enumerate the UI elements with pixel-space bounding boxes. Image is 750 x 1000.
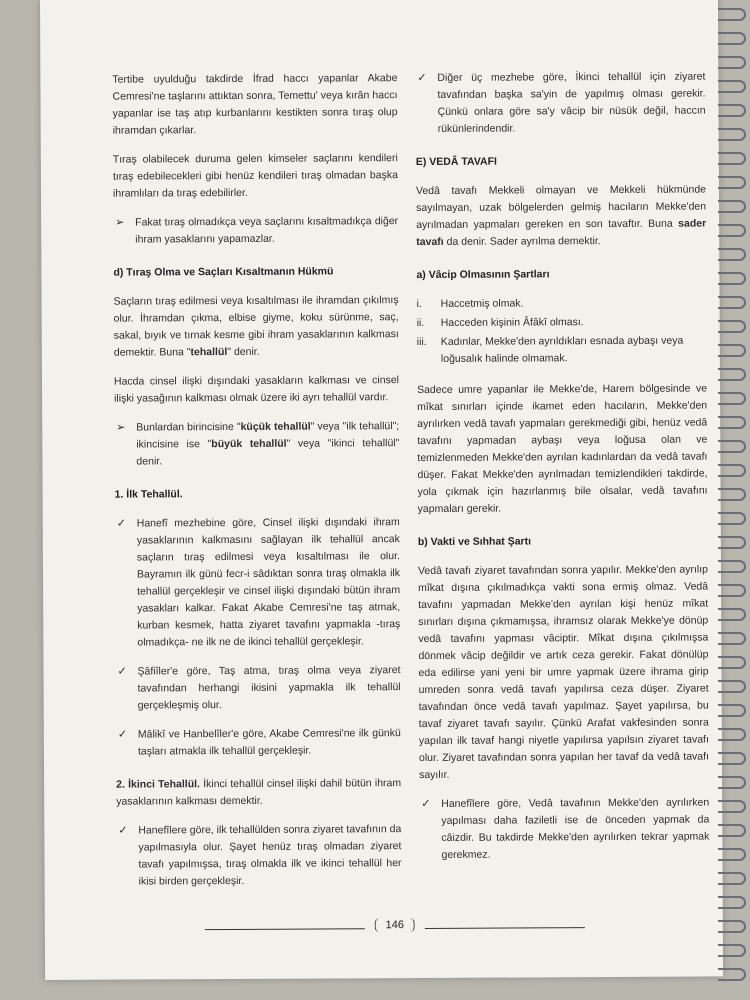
spiral-ring <box>718 368 746 381</box>
spiral-ring <box>718 8 746 21</box>
page-footer <box>205 917 585 939</box>
spiral-ring <box>718 392 746 405</box>
list-text: Hacceden kişinin Âfâkî olması. <box>440 316 584 329</box>
spiral-ring <box>718 152 746 165</box>
spiral-ring <box>718 224 746 237</box>
text-span: Saçların tıraş edilmesi veya kısaltılması ile ihramdan çıkılmış olur. İhramdan çıkma, elbise giyme, koku sürünme, saç, sakal, bıyık ve tırnak kesme gibi ihram yasaklarının kalkması demektir. Buna " <box>113 294 399 359</box>
spiral-ring <box>718 200 746 213</box>
list-text: Haccetmiş olmak. <box>440 297 524 310</box>
text-span: " veya "ikinci tehallül" denir. <box>136 437 400 468</box>
spiral-ring <box>718 896 746 909</box>
check-bullet-item <box>419 795 709 865</box>
arrow-bullet-item <box>113 213 398 248</box>
check-bullet-item <box>115 514 401 651</box>
list-text: Kadınlar, Mekke'den ayrıldıkları esnada aybaşı veya loğusalık halinde olmamak. <box>440 334 684 365</box>
paragraph: Tertibe uyulduğu takdirde İfrad haccı yapanlar Akabe Cemresi'ne taşlarını attıktan sonra, Temettu' veya kırân haccı yapanlar ise taş atıp kurbanlarını kestikten sonra tıraş olup ihramdan çıkarlar. <box>112 72 398 137</box>
check-bullet-item <box>415 69 705 139</box>
list-number: ii. <box>416 316 425 330</box>
bullet-text: Şâfiîler'e göre, Taş atma, tıraş olma veya ziyaret tavafından herhangi ikisini yapmakla ilk tehallül gerçekleşmiş olur. <box>137 664 401 712</box>
spiral-ring <box>718 560 746 573</box>
check-bullet-item <box>115 662 400 714</box>
text-span: Bunlardan birincisine " <box>136 420 241 434</box>
bullet-text: Mâlikî ve Hanbelîler'e göre, Akabe Cemresi'ne ilk günkü taşları atmakla ilk tehallül gerçekleşir. <box>137 727 401 758</box>
spiral-ring <box>718 872 746 885</box>
section-heading: a) Vâcip Olmasının Şartları <box>416 268 550 282</box>
spiral-ring <box>718 296 746 309</box>
paragraph <box>116 775 401 810</box>
spiral-ring <box>718 608 746 621</box>
spiral-binding <box>710 0 750 1000</box>
spiral-ring <box>718 824 746 837</box>
bold-term: büyük tehallül <box>211 437 287 451</box>
list-number: i. <box>416 298 422 311</box>
list-number: iii. <box>416 335 427 349</box>
spiral-ring <box>718 680 746 693</box>
bullet-text: Fakat tıraş olmadıkça veya saçlarını kısaltmadıkça diğer ihram yasaklarını yapamazlar. <box>135 215 399 246</box>
spiral-ring <box>718 920 746 933</box>
footer-rule <box>205 928 365 930</box>
spiral-ring <box>718 632 746 645</box>
roman-list-item <box>417 333 707 369</box>
bold-term: sader tavafı <box>416 217 707 249</box>
paragraph: Vedâ tavafı ziyaret tavafından sonra yapılır. Mekke'den ayrılıp mîkat dışına çıkılmadıkça vakti sona ermiş olmaz. Vedâ tavafını yapmadan Mekke'den ayrılan kişi henüz mîkat sınırları dışına çıkmamışsa, ihramsız olarak Mekke'ye dönüp vedâ tavafını yapması vâciptir. Mîkat dışına çıkılmışsa dönmek vâcip değildir ve artık ceza gerekir. Fakat dönülüp eda edilirse yani yeni bir umre yapmak üzere ihrama girip umreden sonra vedâ tavafı yapılırsa ceza düşer. Ziyaret tavafından önce vedâ tavafı yapılmaz. Şayet yapılırsa, bu tavaf ziyaret tavafı sayılır. Çünkü Arafat vakfesinden sonra yapılan ilk tavaf hangi niyetle yapılırsa yapılsın ziyaret tavafı olur. Ziyaret tavafından sonra yapılan her tavaf da vedâ tavafı sayılır. <box>417 563 710 782</box>
bullet-text: Hanefî mezhebine göre, Cinsel ilişki dışındaki ihram yasaklarının kalkmasını sağlayan ilk tehallül ancak saçların tıraş edilmesi veya kısaltılması ile olur. Bayramın ilk günü fecr-i sâdıktan sonra tıraş olmakla ilk tehallül gerçekleşir ve cinsel ilişki dışındaki bütün ihram yasakları kalkar. Fakat Akabe Cemresi'ne taş atmak, kurban kesmek, hatta ziyaret tavafını yapmakla -tıraş olmadıkça- ne ilk ne de ikinci tehallül gerçekleşir. <box>136 516 401 649</box>
spiral-ring <box>718 488 746 501</box>
paragraph <box>114 292 399 361</box>
paragraph: Sadece umre yapanlar ile Mekke'de, Harem bölgesinde ve mîkat sınırları içinde ikamet eden hacıların, Mekke'den ayrılırken vedâ tavafı yapmaları gerekmediği gibi, henüz vedâ tavafını yapmadan aybaşı veya loğusa olan ve temizlenmeden Mekke'den ayrılan kadınlardan da vedâ tavafı düşer. Fakat Mekke'den ayrılmadan temizlendikleri takdirde, yola çıkmak için hazırlanmış bile olsalar, vedâ tavafını yapmaları gerekir. <box>417 382 708 516</box>
check-bullet-icon: ✓ <box>117 665 127 678</box>
spiral-ring <box>718 248 746 261</box>
roman-list-item <box>417 314 707 333</box>
section-heading: 1. İlk Tehallül. <box>114 488 183 501</box>
book-page <box>40 0 723 980</box>
bullet-text: Hanefîlere göre, Vedâ tavafının Mekke'den ayrılırken yapılması daha faziletli ise de önceden yapmak da câizdir. Bu takdirde Mekke'den ayrılırken tekrar yapmak gerekmez. <box>441 796 710 861</box>
text-span: İkinci tehallül cinsel ilişki dahil bütün ihram yasaklarının kalkması demektir. <box>116 777 402 808</box>
arrow-bullet-item <box>114 418 399 470</box>
spiral-ring <box>718 848 746 861</box>
check-bullet-item <box>116 821 401 890</box>
spiral-ring <box>718 80 746 93</box>
check-bullet-icon: ✓ <box>421 797 431 811</box>
spiral-ring <box>718 512 746 525</box>
section-heading: 2. İkinci Tehallül. <box>116 778 200 791</box>
bullet-text: Hanefîlere göre, ilk tehallülden sonra ziyaret tavafının da yapılmasıyla olur. Şayet henüz tıraş olmadan ziyaret tavafı yapılmışsa, tıraş olmakla ilk ve ikinci tehallül her ikisi birden gerçekleşir. <box>138 823 402 888</box>
arrow-bullet-icon: ➢ <box>116 421 126 434</box>
page-number: 146 <box>375 918 415 932</box>
spiral-ring <box>718 752 746 765</box>
spiral-ring <box>718 464 746 477</box>
spiral-ring <box>718 56 746 69</box>
bold-term: küçük tehallül <box>240 420 311 433</box>
spiral-ring <box>718 416 746 429</box>
spiral-ring <box>718 104 746 117</box>
spiral-ring <box>718 584 746 597</box>
roman-list-item <box>417 295 707 314</box>
check-bullet-icon: ✓ <box>116 517 126 530</box>
spiral-ring <box>718 704 746 717</box>
spiral-ring <box>718 320 746 333</box>
spiral-ring <box>718 176 746 189</box>
spiral-ring <box>718 800 746 813</box>
text-span: " denir. <box>227 345 260 359</box>
arrow-bullet-icon: ➢ <box>115 216 125 229</box>
spiral-ring <box>718 944 746 957</box>
spiral-ring <box>718 656 746 669</box>
check-bullet-item <box>116 725 401 760</box>
footer-rule <box>425 927 585 929</box>
paragraph <box>416 182 706 252</box>
right-column <box>415 69 709 877</box>
bullet-text: Diğer üç mezhebe göre, İkinci tehallül için ziyaret tavafından başka sa'yin de yapılmış olması gerekir. Çünkü onlara göre sa'y vâcip bir nüsük değil, haccın rükünlerindendir. <box>437 70 706 135</box>
spiral-ring <box>718 536 746 549</box>
check-bullet-icon: ✓ <box>118 824 128 837</box>
spiral-ring <box>718 272 746 285</box>
section-heading: d) Tıraş Olma ve Saçları Kısaltmanın Hükmü <box>113 265 334 279</box>
spiral-ring <box>718 968 746 981</box>
paragraph: Hacda cinsel ilişki dışındaki yasakların kalkması ve cinsel ilişki yasağının kalkması olmak üzere iki ayrı tehallül vardır. <box>113 374 400 405</box>
check-bullet-icon: ✓ <box>117 728 128 741</box>
bold-term: tehallül <box>190 346 228 359</box>
spiral-ring <box>718 344 746 357</box>
left-column <box>112 70 401 902</box>
check-bullet-icon: ✓ <box>417 71 427 85</box>
text-span: da denir. Sader ayrılma demektir. <box>443 235 601 248</box>
section-heading: E) VEDÂ TAVAFI <box>415 155 497 169</box>
spiral-ring <box>718 440 746 453</box>
text-span: " veya "ilk tehallül"; ikincisine ise " <box>136 420 400 451</box>
spiral-ring <box>718 128 746 141</box>
text-span: Vedâ tavafı Mekkeli olmayan ve Mekkeli hükmünde sayılmayan, uzak bölgelerden gelmiş hacıların Mekke'den ayrılmadan yapmaları gereken en son tavaftır. Buna <box>415 183 707 232</box>
spiral-ring <box>718 776 746 789</box>
paragraph: Tıraş olabilecek duruma gelen kimseler saçlarını kendileri tıraş edebilecekleri gibi henüz kendileri tıraş olmadan başka ihramlıları da tıraş edebilirler. <box>112 152 398 200</box>
spiral-ring <box>718 728 746 741</box>
section-heading: b) Vakti ve Sıhhat Şartı <box>417 535 532 549</box>
spiral-ring <box>718 32 746 45</box>
